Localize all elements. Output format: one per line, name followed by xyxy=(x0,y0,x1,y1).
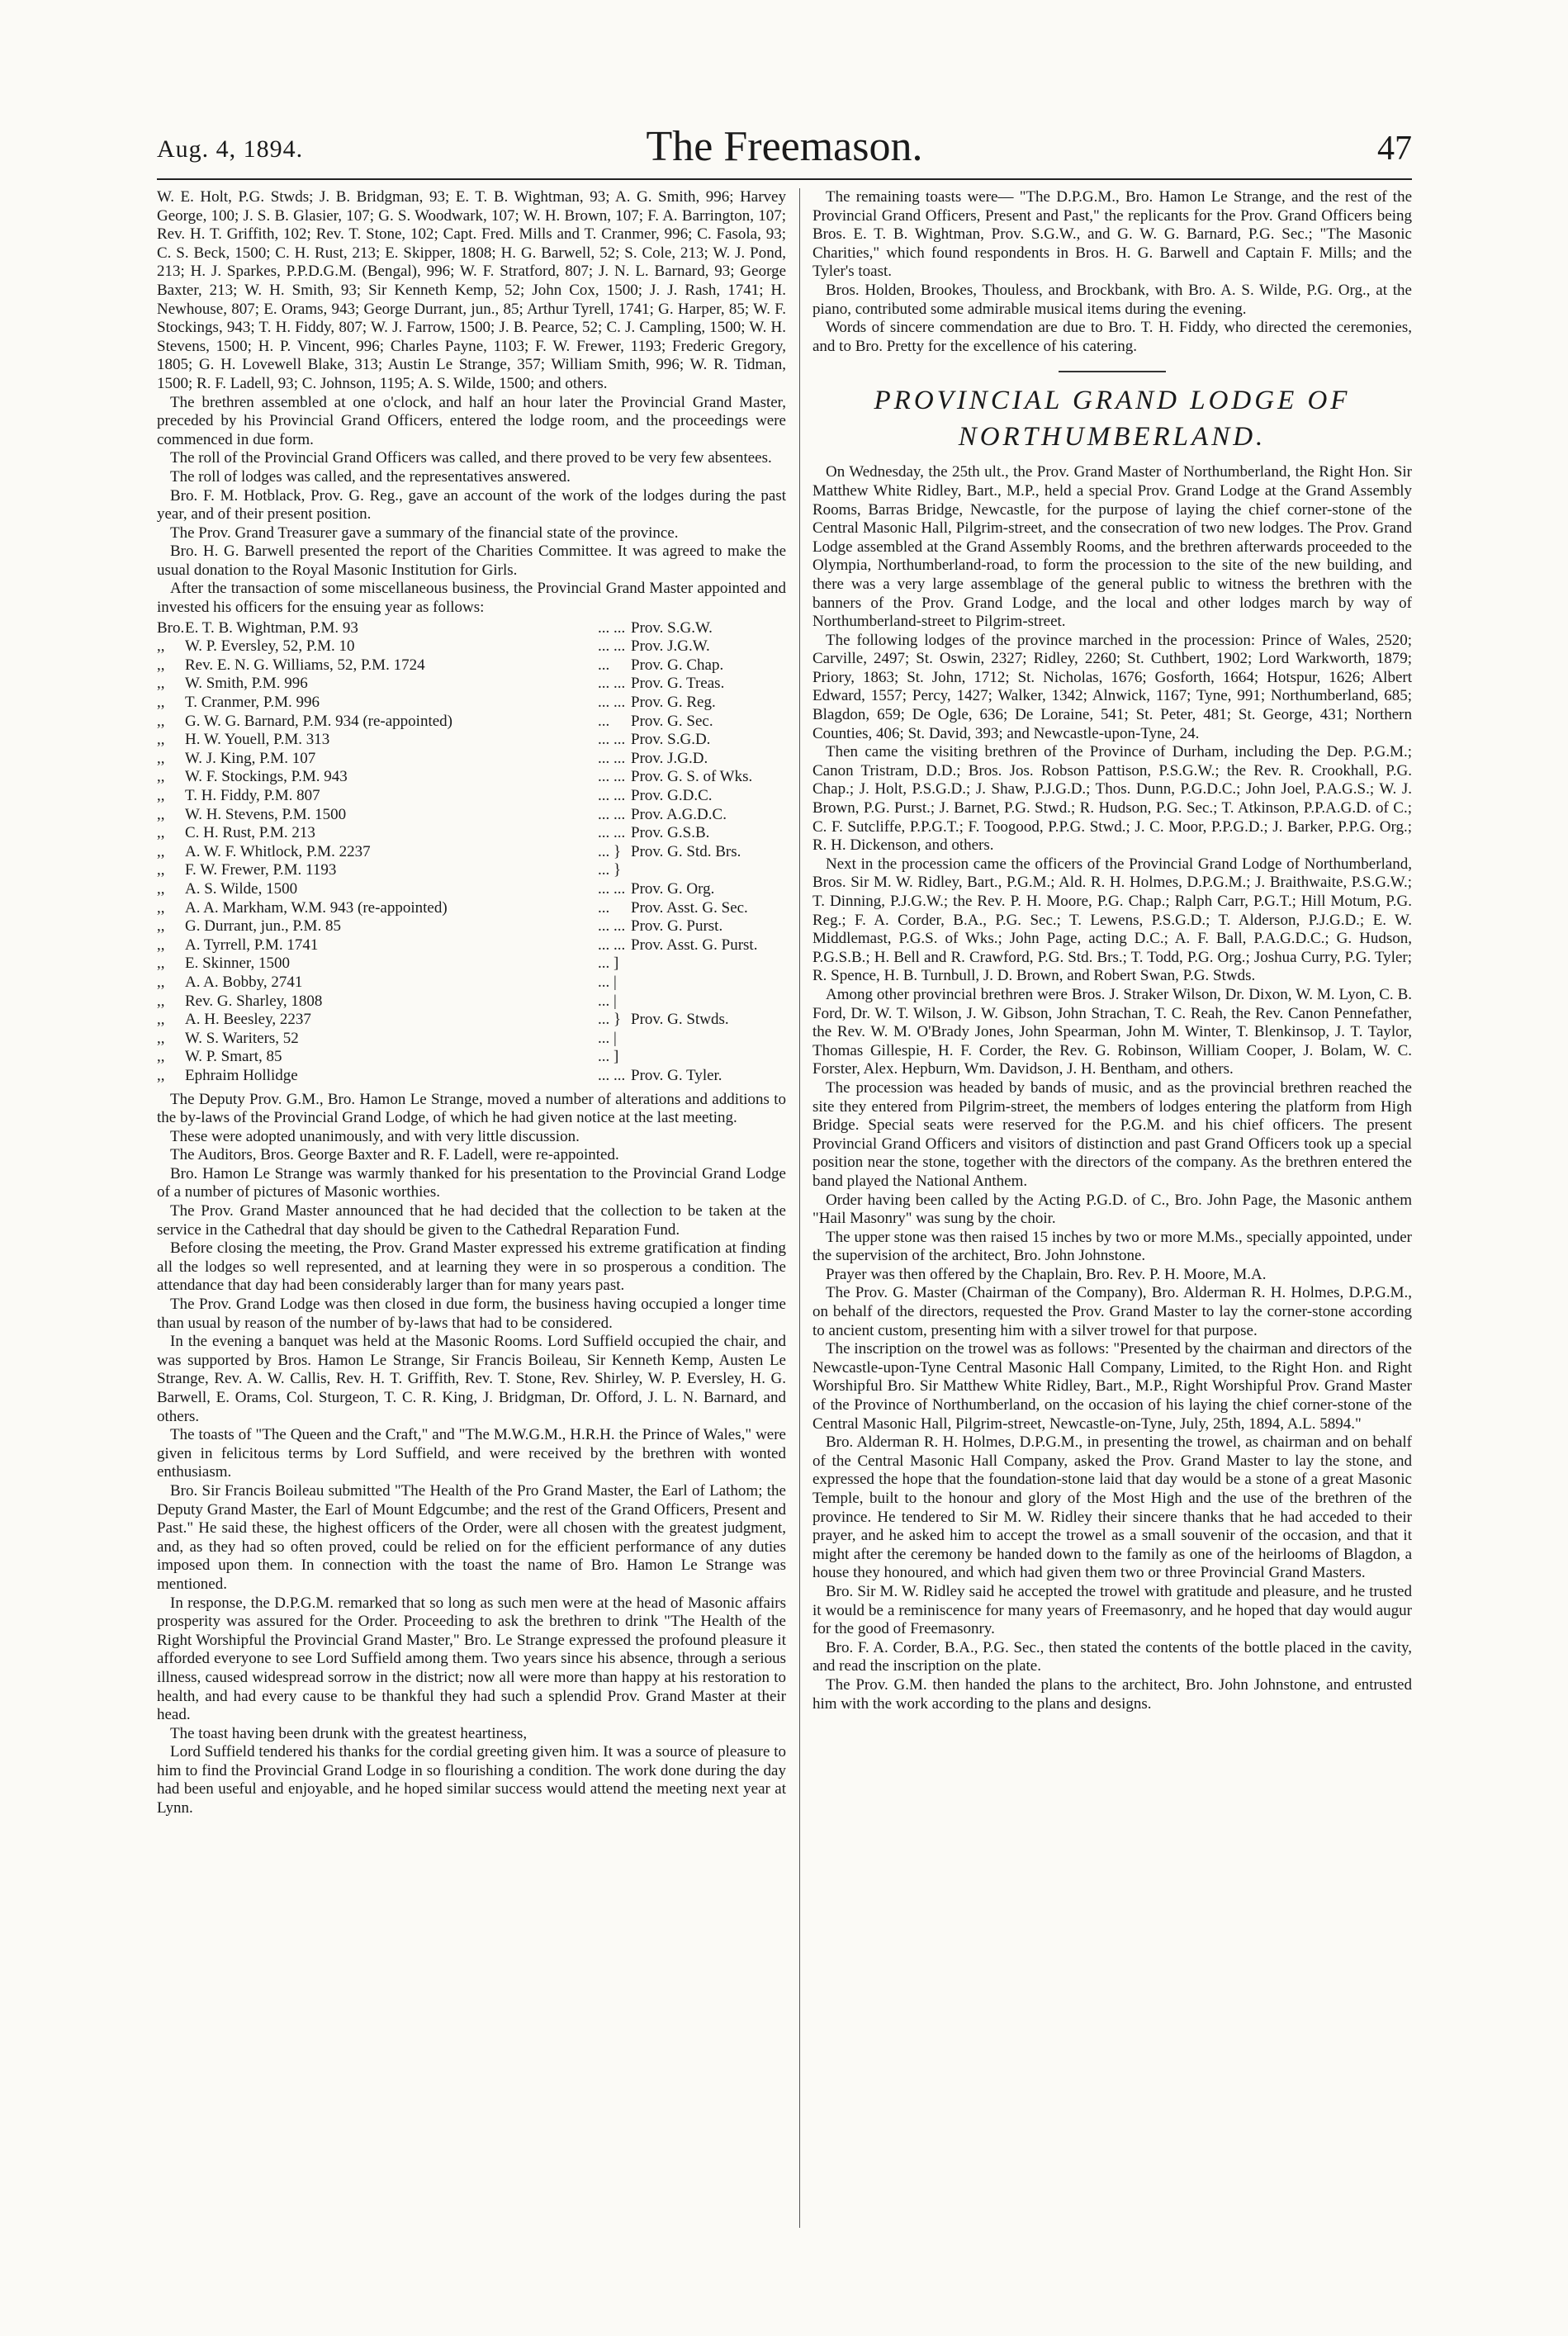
paragraph: The Prov. Grand Master announced that he had decided that the collection to be taken at the service in the Cathedral that day should be given to the Cathedral Reparation Fund. xyxy=(157,1202,786,1239)
officer-leader: ... ... xyxy=(598,675,626,693)
officer-prefix: ,, xyxy=(157,787,165,804)
officer-name: W. S. Wariters, 52 xyxy=(185,1029,299,1047)
officer-prefix: ,, xyxy=(157,656,165,674)
officer-leader: ... | xyxy=(598,973,617,991)
officer-row xyxy=(157,713,786,732)
paragraph: Before closing the meeting, the Prov. Grand Master expressed his extreme gratification at finding all the lodges so well represented, and at learning they were in so prosperous a condition. The attendance that day had been considerably larger than for many years past. xyxy=(157,1239,786,1295)
officer-prefix: ,, xyxy=(157,768,165,786)
officer-office: Prov. G. Reg. xyxy=(631,694,716,712)
officer-row xyxy=(157,1030,786,1049)
officer-leader: ... ... xyxy=(598,768,626,786)
officers-list xyxy=(157,619,786,1086)
paragraph: The upper stone was then raised 15 inches by two or more M.Ms., specially appointed, under the supervision of the architect, Bro. John Johnstone. xyxy=(812,1228,1412,1265)
paragraph: The roll of the Provincial Grand Officers was called, and there proved to be very few absentees. xyxy=(170,449,772,467)
paragraph: The procession was headed by bands of music, and as the provincial brethren reached the site they entered from Pilgrim-street, the members of lodges entering the platform from High Bridge. Special seats were reserved for the P.G.M. and his chief officers. The present Provincial Grand Officers and visitors of distinction and past Grand Officers took up a special position near the stone, together with the directors of the company. As the brethren entered the band played the National Anthem. xyxy=(812,1078,1412,1190)
officer-office: Prov. G. Std. Brs. xyxy=(631,842,741,860)
column-divider xyxy=(799,188,800,2228)
paragraph: These were adopted unanimously, and with very little discussion. xyxy=(170,1127,580,1145)
paragraph: On Wednesday, the 25th ult., the Prov. Grand Master of Northumberland, the Right Hon. Sir Matthew White Ridley, Bart., M.P., held a special Prov. Grand Lodge at the Grand Assembly Rooms, Barras Bridge, Newcastle, for the purpose of laying the chief corner-stone of the Central Masonic Hall, Pilgrim-street, and the consecration of two new lodges. The Prov. Grand Lodge assembled at the Grand Assembly Rooms, and the brethren afterwards proceeded to the Olympia, Northumberland-road, to form the procession to the site of the new building, and there was a very large assemblage of the general public to witness the brethren with the banners of the Prov. Grand Lodge, and the local and other lodges march by way of Northumberland-street to Pilgrim-street. xyxy=(812,463,1412,631)
officer-name: A. W. F. Whitlock, P.M. 2237 xyxy=(185,842,371,860)
officer-name: Rev. E. N. G. Williams, 52, P.M. 1724 xyxy=(185,656,425,674)
officer-leader: ... ... xyxy=(598,731,626,749)
newspaper-title: The Freemason. xyxy=(646,123,923,170)
officer-prefix: ,, xyxy=(157,992,165,1010)
paragraph: Then came the visiting brethren of the Province of Durham, including the Dep. P.G.M.; Canon Tristram, D.D.; Bros. Jos. Robson Pattison, P.S.G.W.; the Rev. R. Crookhall, P.G. Chap.; J. Holt, P.S.G.D.; J. Shaw, P.J.G.D.; Thos. Dunn, P.G.D.C.; John Joel, P.A.G.S.; W. J. Brown, P.G. Purst.; J. Barnet, P.G. Stwd.; R. Hudson, P.G. Sec.; T. Atkinson, P.P.A.G.D. of C.; C. F. Sutcliffe, P.P.G.T.; F. Toogood, P.P.G. Stwd.; J. C. Moor, P.P.G.D.; J. Barker, P.P.G. Org.; R. H. Dickenson, and others. xyxy=(812,743,1412,855)
officer-row xyxy=(157,806,786,825)
officer-row xyxy=(157,936,786,955)
paragraph: The inscription on the trowel was as follows: "Presented by the chairman and directors of the Newcastle-upon-Tyne Central Masonic Hall Company, Limited, to the Right Hon. and Right Worshipful Bro. Sir Matthew White Ridley, Bart., M.P., Right Worshipful Prov. Grand Master of the Province of Northumberland, on the occasion of his laying the chief corner-stone of the Central Masonic Hall, Pilgrim-street, Newcastle-on-Tyne, July, 25th, 1894, A.L. 5894." xyxy=(812,1340,1412,1433)
paragraph: Bro. Alderman R. H. Holmes, D.P.G.M., in presenting the trowel, as chairman and on behalf of the Central Masonic Hall Company, asked the Prov. Grand Master to lay the stone, and expressed the hope that the foundation-stone laid that day would be a stone of a great Masonic Temple, built to the honour and glory of the Most High and the use of the brethren of the province. He tendered to Sir M. W. Ridley their sincere thanks that he had acceded to their prayer, and he asked him to accept the trowel as a small souvenir of the occasion, and that it might after the ceremony be handed down to the family as one of the heirlooms of Blagdon, a house they honoured, and which had given them two or three Provincial Grand Masters. xyxy=(812,1433,1412,1582)
officer-row xyxy=(157,993,786,1012)
paragraph: Order having been called by the Acting P.G.D. of C., Bro. John Page, the Masonic anthem "Hail Masonry" was sung by the choir. xyxy=(812,1191,1412,1228)
officer-office: Prov. A.G.D.C. xyxy=(631,805,727,823)
officer-prefix: ,, xyxy=(157,824,165,842)
officer-prefix: ,, xyxy=(157,955,165,973)
officer-leader: ... xyxy=(598,898,610,917)
officer-leader: ... | xyxy=(598,1029,617,1047)
officer-name: W. P. Smart, 85 xyxy=(185,1048,282,1066)
officer-name: W. Smith, P.M. 996 xyxy=(185,675,308,693)
officer-leader: ... ... xyxy=(598,787,626,804)
officer-name: E. T. B. Wightman, P.M. 93 xyxy=(185,618,358,637)
officer-leader: ... } xyxy=(598,842,622,860)
officer-office: Prov. Asst. G. Purst. xyxy=(631,936,758,954)
officer-prefix: ,, xyxy=(157,1029,165,1047)
paragraph: Among other provincial brethren were Bros. J. Straker Wilson, Dr. Dixon, W. M. Lyon, C. B. Ford, Dr. W. T. Wilson, J. W. Gibson, John Strachan, T. C. Reah, the Rev. Canon Pennefather, the Rev. W. M. O'Brady Jones, John Spearman, John M. Winter, T. Blenkinsop, J. T. Taylor, Thomas Gillespie, H. F. Corder, the Rev. G. Robinson, William Cooper, J. Bolam, W. C. Forster, Alex. Hepburn, Wm. Davidson, J. H. Bentham, and others. xyxy=(812,985,1412,1078)
paragraph: Bro. F. A. Corder, B.A., P.G. Sec., then stated the contents of the bottle placed in the cavity, and read the inscription on the plate. xyxy=(812,1638,1412,1675)
paragraph: The toasts of "The Queen and the Craft," and "The M.W.G.M., H.R.H. the Prince of Wales," were given in felicitous terms by Lord Suffield, and were received by the brethren with wonted enthusiasm. xyxy=(157,1426,786,1481)
paragraph: Bro. Sir M. W. Ridley said he accepted the trowel with gratitude and pleasure, and he trusted it would be a reminiscence for many years of Freemasonry, and he hoped that day would augur for the good of Freemasonry. xyxy=(812,1582,1412,1638)
officer-name: W. P. Eversley, 52, P.M. 10 xyxy=(185,637,355,656)
officer-row xyxy=(157,861,786,880)
officer-leader: ... ... xyxy=(598,936,626,954)
officer-office: Prov. G. Treas. xyxy=(631,675,725,693)
officer-name: A. Tyrrell, P.M. 1741 xyxy=(185,936,319,954)
paragraph: The toast having been drunk with the greatest heartiness, xyxy=(170,1724,528,1742)
officer-name: G. W. G. Barnard, P.M. 934 (re-appointed) xyxy=(185,712,453,730)
officer-name: W. J. King, P.M. 107 xyxy=(185,749,316,767)
officer-office xyxy=(631,861,786,880)
officer-leader: ... | xyxy=(598,992,617,1010)
paragraph: The Deputy Prov. G.M., Bro. Hamon Le Strange, moved a number of alterations and additions to the by-laws of the Provincial Grand Lodge, of which he had given notice at the last meeting. xyxy=(157,1090,786,1127)
officer-office xyxy=(631,1048,786,1067)
officer-office: Prov. J.G.W. xyxy=(631,637,710,656)
paragraph: Bro. F. M. Hotblack, Prov. G. Reg., gave an account of the work of the lodges during the past year, and of their present position. xyxy=(157,486,786,524)
officer-leader: ... ... xyxy=(598,1066,626,1084)
paragraph: Bros. Holden, Brookes, Thouless, and Brockbank, with Bro. A. S. Wilde, P.G. Org., at the piano, contributed some admirable musical items during the evening. xyxy=(812,281,1412,318)
officer-leader: ... ... xyxy=(598,879,626,898)
officer-prefix: ,, xyxy=(157,675,165,693)
officer-leader: ... ... xyxy=(598,805,626,823)
officer-name: Rev. G. Sharley, 1808 xyxy=(185,992,323,1010)
paragraph: The Auditors, Bros. George Baxter and R. F. Ladell, were re-appointed. xyxy=(170,1146,619,1164)
paragraph: The brethren assembled at one o'clock, and half an hour later the Provincial Grand Master, preceded by his Provincial Grand Officers, entered the lodge room, and the proceedings were commenced in due form. xyxy=(157,393,786,448)
officer-leader: ... ... xyxy=(598,749,626,767)
paragraph: The Prov. Grand Treasurer gave a summary of the financial state of the province. xyxy=(170,524,679,542)
officer-row xyxy=(157,1067,786,1086)
officer-name: E. Skinner, 1500 xyxy=(185,955,290,973)
officer-row xyxy=(157,656,786,675)
officer-office xyxy=(631,993,786,1012)
heading-line: NORTHUMBERLAND. xyxy=(958,422,1267,453)
officer-name: W. F. Stockings, P.M. 943 xyxy=(185,768,348,786)
officer-row xyxy=(157,731,786,750)
officer-prefix: ,, xyxy=(157,805,165,823)
officer-office: Prov. G. S. of Wks. xyxy=(631,768,753,786)
officer-leader: ... xyxy=(598,656,610,674)
officer-leader: ... xyxy=(598,712,610,730)
officer-office: Prov. G. Stwds. xyxy=(631,1011,729,1029)
officer-office: Prov. J.G.D. xyxy=(631,749,708,767)
officer-row xyxy=(157,899,786,918)
officer-row xyxy=(157,1048,786,1067)
officer-prefix: ,, xyxy=(157,712,165,730)
paragraph: The remaining toasts were— "The D.P.G.M., Bro. Hamon Le Strange, and the rest of the Provincial Grand Officers, Present and Past," the replicants for the Prov. Grand Officers being Bros. E. T. B. Wightman, Prov. S.G.W., and G. W. G. Barnard, P.G. Sec.; "The Masonic Charities," which found respondents in Bros. H. G. Barwell and Captain F. Mills; and the Tyler's toast. xyxy=(812,188,1412,281)
officer-office: Prov. S.G.W. xyxy=(631,618,713,637)
heading-line: PROVINCIAL GRAND LODGE OF xyxy=(874,386,1351,416)
officer-prefix: ,, xyxy=(157,898,165,917)
officer-row xyxy=(157,880,786,899)
officer-prefix: ,, xyxy=(157,731,165,749)
officer-prefix: ,, xyxy=(157,842,165,860)
officer-row xyxy=(157,824,786,843)
officer-row xyxy=(157,974,786,993)
masthead-rule xyxy=(157,178,1412,180)
officer-row xyxy=(157,675,786,694)
officer-prefix: ,, xyxy=(157,1048,165,1066)
officer-prefix: ,, xyxy=(157,861,165,879)
paragraph: After the transaction of some miscellaneous business, the Provincial Grand Master appointed and invested his officers for the ensuing year as follows: xyxy=(157,580,786,617)
officer-office: Prov. G.S.B. xyxy=(631,824,710,842)
paragraph: In the evening a banquet was held at the Masonic Rooms. Lord Suffield occupied the chair, and was supported by Bros. Hamon Le Strange, Sir Francis Boileau, Sir Kenneth Kemp, Austen Le Strange, Rev. A. W. Callis, Rev. H. T. Griffith, Rev. T. Stone, Rev. Shirley, W. P. Eversley, H. G. Barwell, E. Orams, Col. Sturgeon, T. C. R. King, J. Bridgman, Dr. Offord, J. L. N. Barnard, and others. xyxy=(157,1333,786,1425)
officer-office: Prov. G. Sec. xyxy=(631,712,713,730)
paragraph: Prayer was then offered by the Chaplain, Bro. Rev. P. H. Moore, M.A. xyxy=(826,1265,1267,1283)
officer-office: Prov. G. Chap. xyxy=(631,656,724,674)
officer-office: Prov. Asst. G. Sec. xyxy=(631,898,748,917)
officer-leader: ... ] xyxy=(598,1048,619,1066)
officer-name: T. H. Fiddy, P.M. 807 xyxy=(185,787,320,804)
officer-office xyxy=(631,974,786,993)
officer-row xyxy=(157,1011,786,1030)
officer-row xyxy=(157,637,786,656)
officer-prefix: ,, xyxy=(157,637,165,656)
officer-name: W. H. Stevens, P.M. 1500 xyxy=(185,805,347,823)
officer-name: G. Durrant, jun., P.M. 85 xyxy=(185,917,341,936)
officer-name: H. W. Youell, P.M. 313 xyxy=(185,731,330,749)
officer-prefix: ,, xyxy=(157,879,165,898)
officer-row xyxy=(157,843,786,862)
section-heading xyxy=(812,382,1412,455)
officer-prefix: ,, xyxy=(157,1011,165,1029)
paragraph: Bro. H. G. Barwell presented the report of the Charities Committee. It was agreed to make the usual donation to the Royal Masonic Institution for Girls. xyxy=(157,543,786,579)
officer-leader: ... } xyxy=(598,861,622,879)
left-column xyxy=(157,188,786,2228)
officer-name: Ephraim Hollidge xyxy=(185,1066,298,1084)
right-column xyxy=(812,188,1412,2228)
officer-row xyxy=(157,787,786,806)
section-divider xyxy=(1059,371,1166,372)
officer-name: T. Cranmer, P.M. 996 xyxy=(185,694,320,712)
officer-office: Prov. G. Purst. xyxy=(631,917,723,936)
officer-row xyxy=(157,750,786,769)
officer-row xyxy=(157,694,786,713)
officer-prefix: ,, xyxy=(157,749,165,767)
officer-office: Prov. G.D.C. xyxy=(631,787,713,804)
officer-row xyxy=(157,917,786,936)
officer-row xyxy=(157,768,786,787)
paragraph: In response, the D.P.G.M. remarked that so long as such men were at the head of Masonic affairs prosperity was assured for the Order. Proceeding to ask the brethren to drink "The Health of the Right Worshipful the Provincial Grand Master," Bro. Le Strange expressed the profound pleasure it afforded everyone to see Lord Suffield among them. Two years since his absence, through a serious illness, caused widespread sorrow in the district; now all were more than happy at his restoration to health, and had every cause to be thankful they had such a splendid Prov. Grand Master at their head. xyxy=(157,1594,786,1724)
paragraph: The roll of lodges was called, and the representatives answered. xyxy=(170,467,571,486)
officer-office: Prov. G. Tyler. xyxy=(631,1066,722,1084)
officer-name: A. A. Markham, W.M. 943 (re-appointed) xyxy=(185,898,448,917)
paragraph: Bro. Hamon Le Strange was warmly thanked for his presentation to the Provincial Grand Lodge of a number of pictures of Masonic worthies. xyxy=(157,1164,786,1201)
officer-leader: ... ... xyxy=(598,637,626,656)
officer-row xyxy=(157,619,786,638)
officer-leader: ... ... xyxy=(598,618,626,637)
paragraph: W. E. Holt, P.G. Stwds; J. B. Bridgman, 93; E. T. B. Wightman, 93; A. G. Smith, 996; Harvey George, 100; J. S. B. Glasier, 107; G. S. Woodwark, 107; W. H. Brown, 107; F. A. Barrington, 107; Rev. H. T. Griffith, 102; Rev. T. Stone, 102; Capt. Fred. Mills and T. Cranmer, 996; C. Fasola, 93; C. S. Beck, 1500; C. H. Rust, 213; E. Skipper, 1808; H. G. Barwell, 52; S. Cole, 213; W. J. Pond, 213; H. J. Sparkes, P.P.D.G.M. (Bengal), 996; W. F. Stratford, 807; J. N. L. Barnard, 93; George Baxter, 213; W. H. Smith, 93; Sir Kenneth Kemp, 52; John Cox, 1500; J. J. Rash, 1741; H. Newhouse, 807; E. Orams, 943; George Durrant, jun., 85; Arthur Tyrell, 1741; G. Harper, 85; W. F. Stockings, 943; T. H. Fiddy, 807; W. J. Farrow, 1500; J. B. Pearce, 52; C. J. Campling, 1500; W. H. Stevens, 1500; H. P. Vincent, 996; Charles Payne, 1103; F. W. Frewer, 1193; Frederic Gregory, 1805; G. H. Lovewell Blake, 313; Austin Le Strange, 357; William Smith, 996; W. R. Tidman, 1500; R. F. Ladell, 93; C. Johnson, 1195; A. S. Wilde, 1500; and others. xyxy=(157,188,786,392)
officer-prefix: ,, xyxy=(157,917,165,936)
officer-name: A. H. Beesley, 2237 xyxy=(185,1011,311,1029)
officer-leader: ... } xyxy=(598,1011,622,1029)
officer-name: C. H. Rust, P.M. 213 xyxy=(185,824,315,842)
masthead xyxy=(157,124,1412,173)
paragraph: Words of sincere commendation are due to Bro. T. H. Fiddy, who directed the ceremonies, and to Bro. Pretty for the excellence of his catering. xyxy=(812,319,1412,355)
officer-office xyxy=(631,955,786,974)
officer-prefix: Bro. xyxy=(157,618,185,637)
officer-leader: ... ... xyxy=(598,824,626,842)
officer-prefix: ,, xyxy=(157,1066,165,1084)
issue-date: Aug. 4, 1894. xyxy=(157,135,304,163)
paragraph: The Prov. G.M. then handed the plans to the architect, Bro. John Johnstone, and entrusted him with the work according to the plans and designs. xyxy=(812,1675,1412,1713)
officer-prefix: ,, xyxy=(157,973,165,991)
paragraph: The following lodges of the province marched in the procession: Prince of Wales, 2520; Carville, 2497; St. Oswin, 2327; Ridley, 2260; St. Cuthbert, 1902; Lord Warkworth, 1879; Priory, 1863; St. John, 1712; St. Nicholas, 1676; Gosforth, 1664; Hotspur, 1626; Albert Edward, 1557; Percy, 1427; Walker, 1342; Alnwick, 1167; Tyne, 991; Northumberland, 685; Blagdon, 659; De Ogle, 636; De Loraine, 541; St. Peter, 481; St. George, 431; Northern Counties, 406; St. David, 393; and Newcastle-upon-Tyne, 24. xyxy=(812,631,1412,742)
officer-leader: ... ... xyxy=(598,917,626,936)
page-number: 47 xyxy=(1377,130,1412,168)
officer-prefix: ,, xyxy=(157,694,165,712)
officer-office: Prov. S.G.D. xyxy=(631,731,711,749)
officer-leader: ... ] xyxy=(598,955,619,973)
paragraph: The Prov. G. Master (Chairman of the Company), Bro. Alderman R. H. Holmes, D.P.G.M., on behalf of the directors, requested the Prov. Grand Master to lay the corner-stone according to ancient custom, presenting him with a silver trowel for that purpose. xyxy=(812,1284,1412,1339)
officer-office: Prov. G. Org. xyxy=(631,879,715,898)
officer-prefix: ,, xyxy=(157,936,165,954)
officer-office xyxy=(631,1030,786,1049)
paragraph: Lord Suffield tendered his thanks for the cordial greeting given him. It was a source of pleasure to him to find the Provincial Grand Lodge in so flourishing a condition. The work done during the day had been useful and enjoyable, and he hoped similar success would attend the meeting next year at Lynn. xyxy=(157,1743,786,1817)
officer-name: A. A. Bobby, 2741 xyxy=(185,973,303,991)
officer-name: A. S. Wilde, 1500 xyxy=(185,879,298,898)
officer-row xyxy=(157,955,786,974)
paragraph: Bro. Sir Francis Boileau submitted "The Health of the Pro Grand Master, the Earl of Lathom; the Deputy Grand Master, the Earl of Mount Edgcumbe; and the rest of the Grand Officers, Present and Past." He said these, the highest officers of the Order, were all chosen with the greatest judgment, and, as they had so often proved, could be relied on for the efficient performance of any duties imposed upon them. In connection with the toast the name of Bro. Hamon Le Strange was mentioned. xyxy=(157,1481,786,1593)
paragraph: The Prov. Grand Lodge was then closed in due form, the business having occupied a longer time than usual by reason of the number of by-laws that had to be considered. xyxy=(157,1296,786,1332)
officer-name: F. W. Frewer, P.M. 1193 xyxy=(185,861,337,879)
paragraph: Next in the procession came the officers of the Provincial Grand Lodge of Northumberland, Bros. Sir M. W. Ridley, Bart., P.G.M.; Ald. R. H. Holmes, D.P.G.M.; J. Braithwaite, P.S.G.W.; T. Dinning, P.J.G.W.; the Rev. P. H. Moore, P.G. Chap.; Ralph Carr, P.G.T.; Hill Motum, P.G. Reg.; F. A. Corder, B.A., P.G. Sec.; T. Lewens, P.S.G.D.; T. Alderson, P.J.G.D.; E. W. Middlemast, P.G.S. of Wks.; John Page, acting D.C.; A. F. Ball, P.A.G.D.C.; G. Hudson, P.G.S.B.; H. Bell and R. Crawford, P.G. Std. Brs.; T. Todd, P.G. Org.; Joshua Curry, P.G. Tyler; R. Spence, H. B. Turnbull, J. D. Brown, and Robert Swan, P.G. Stwds. xyxy=(812,855,1412,985)
officer-leader: ... ... xyxy=(598,694,626,712)
